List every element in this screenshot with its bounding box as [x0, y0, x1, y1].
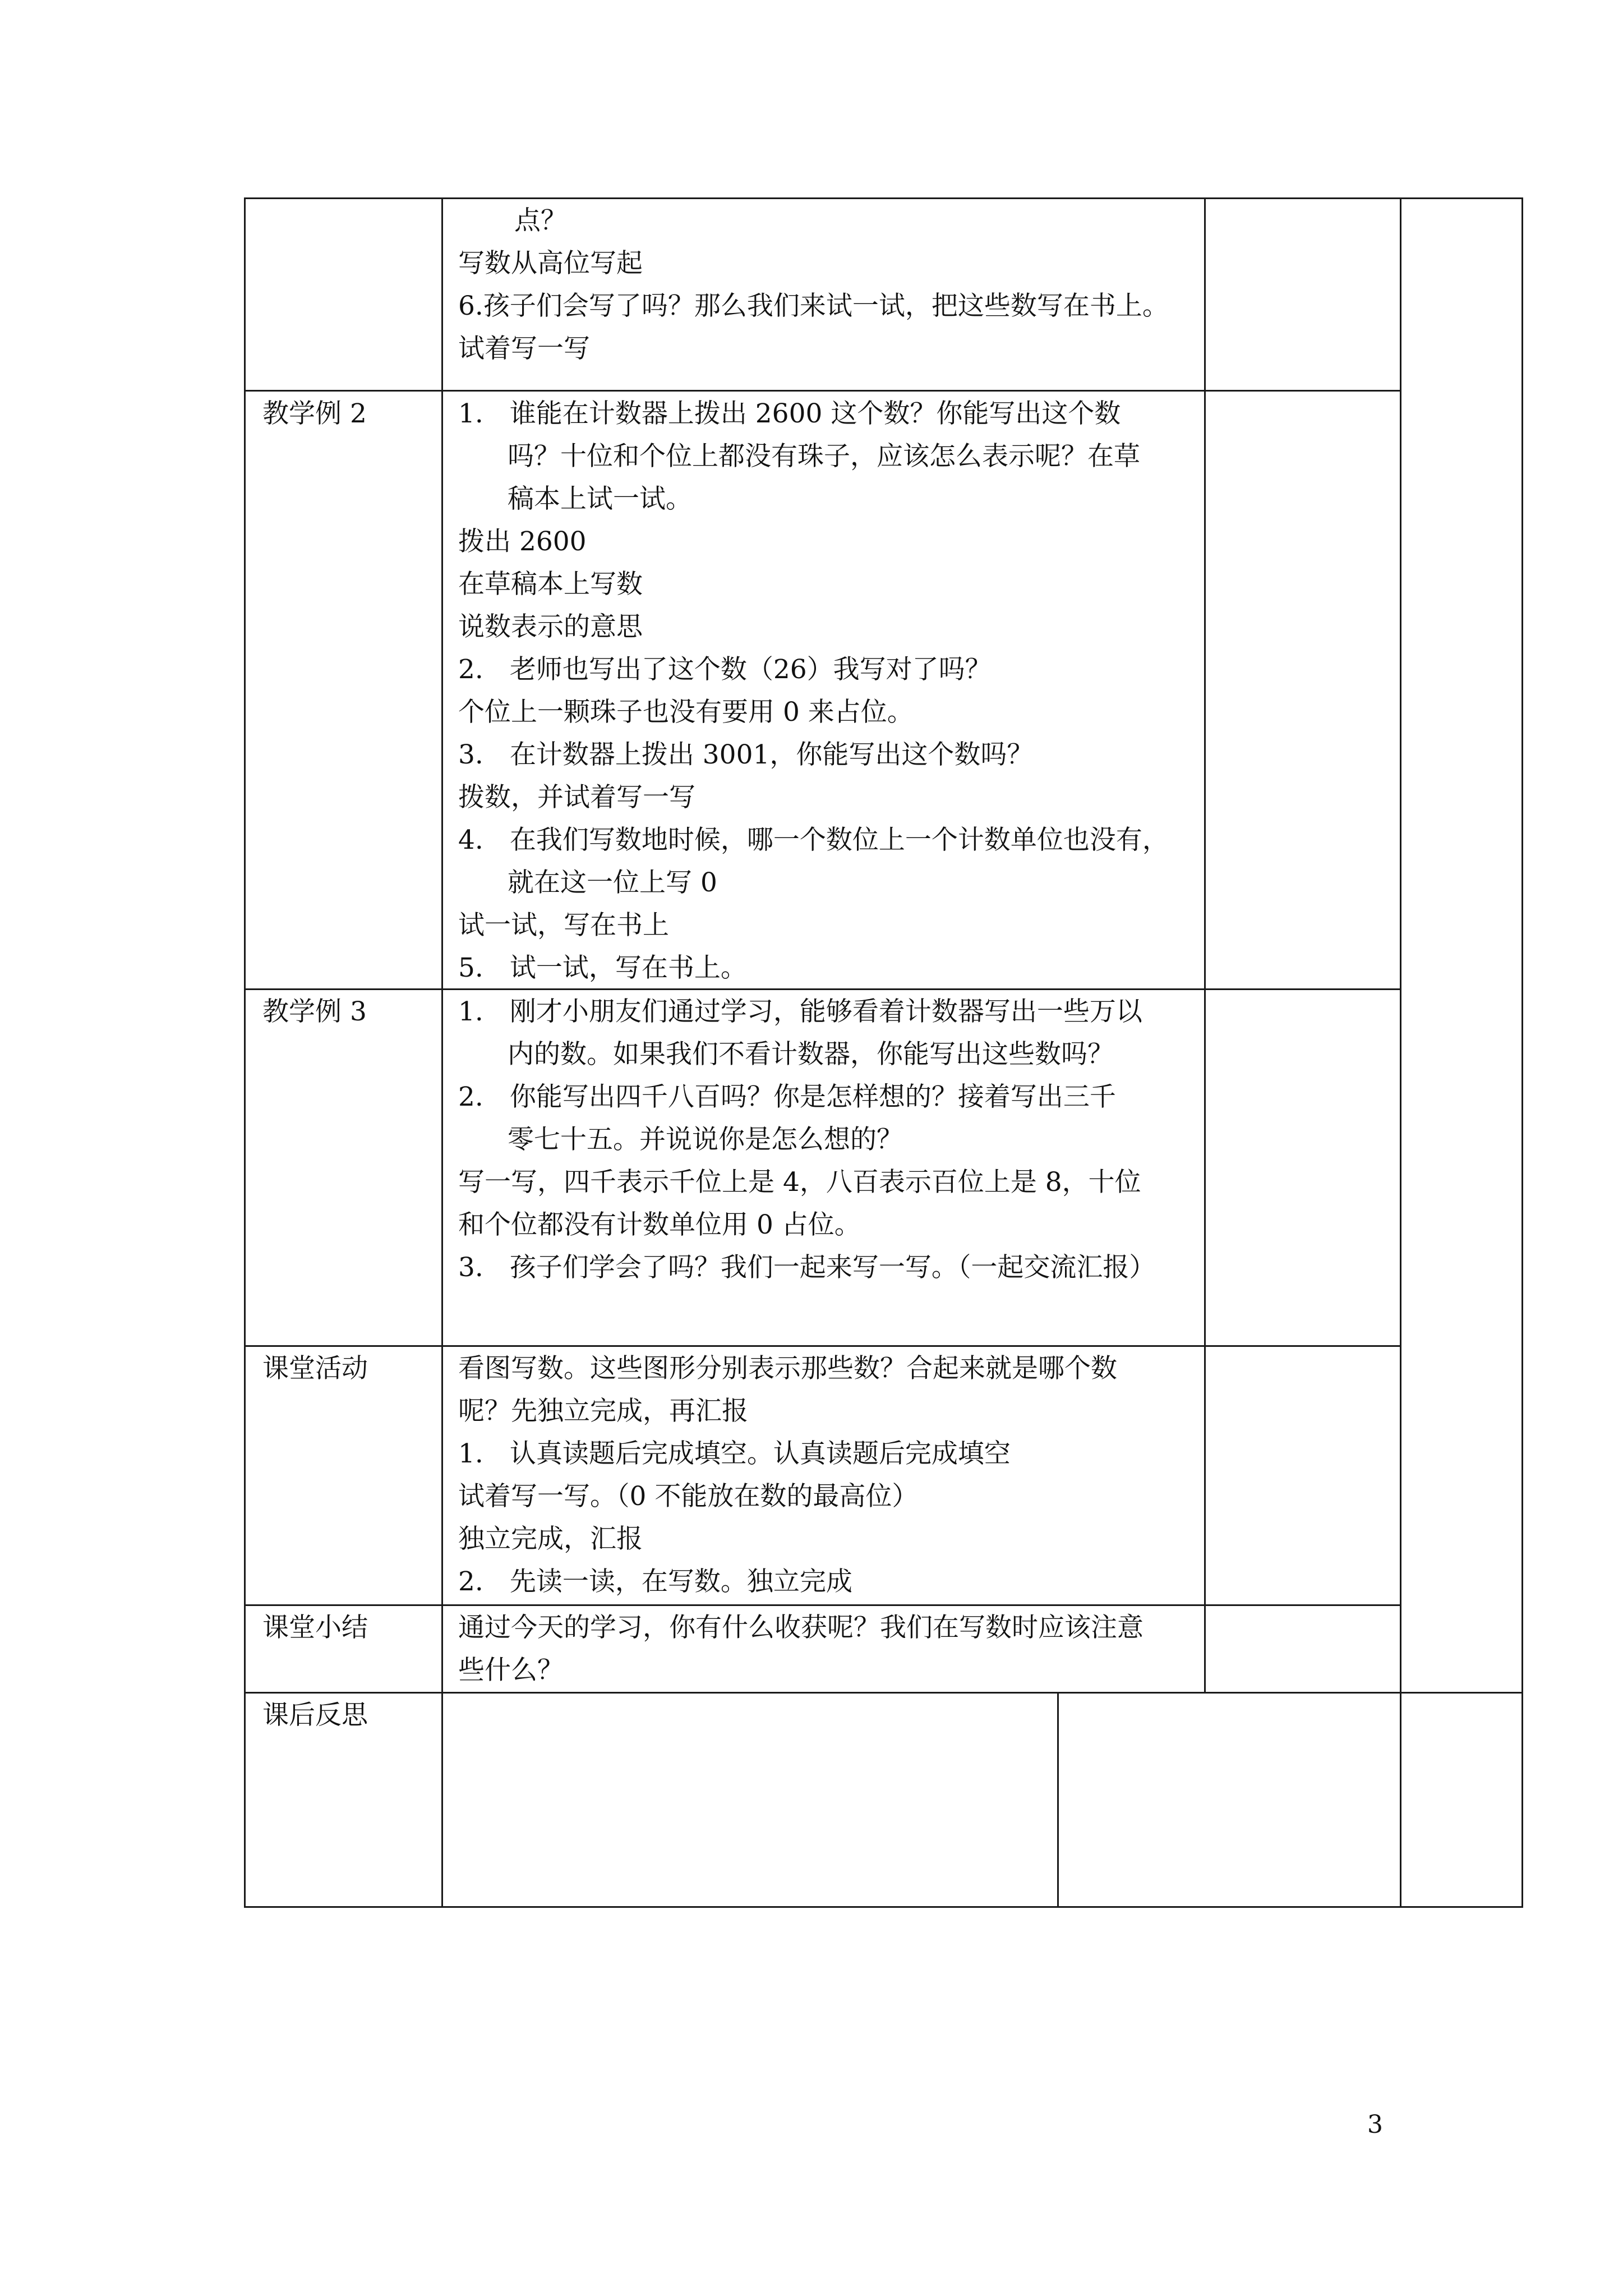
content-line: 2. 老师也写出了这个数（26）我写对了吗？ — [458, 654, 992, 685]
content-line: 5. 试一试，写在书上。 — [458, 953, 747, 983]
row-content-class-activity — [458, 1347, 1117, 1603]
content-line: 2. 先读一读，在写数。独立完成 — [458, 1566, 852, 1597]
content-line: 写数从高位写起 — [458, 248, 643, 279]
row-divider — [244, 1345, 1400, 1347]
page-number: 3 — [1367, 2110, 1383, 2139]
content-line: 独立完成，汇报 — [458, 1524, 643, 1554]
row-label-example-3: 教学例 3 — [262, 996, 367, 1027]
content-line: 试着写一写 — [458, 333, 590, 364]
content-line: 1. 刚才小朋友们通过学习，能够看着计数器写出一些万以 — [458, 996, 1142, 1027]
content-line: 拨数，并试着写一写 — [458, 782, 695, 813]
column-divider — [1057, 1692, 1059, 1908]
content-line: 1. 认真读题后完成填空。认真读题后完成填空 — [458, 1438, 1011, 1469]
content-line: 6.孩子们会写了吗？那么我们来试一试，把这些数写在书上。 — [458, 291, 1169, 321]
row-divider — [244, 390, 1400, 392]
row-content-continued — [458, 200, 1169, 370]
content-line: 零七十五。并说说你是怎么想的？ — [508, 1124, 903, 1155]
content-line: 点？ — [514, 205, 567, 236]
table-border-left — [244, 197, 246, 1908]
content-line: 吗？十位和个位上都没有珠子，应该怎么表示呢？在草 — [508, 441, 1140, 472]
row-label-reflection: 课后反思 — [262, 1700, 368, 1731]
content-line: 2. 你能写出四千八百吗？你是怎样想的？接着写出三千 — [458, 1082, 1116, 1112]
content-line: 3. 孩子们学会了吗？我们一起来写一写。（一起交流汇报） — [458, 1252, 1156, 1283]
content-line: 试着写一写。（0 不能放在数的最高位） — [458, 1481, 919, 1512]
content-line: 就在这一位上写 0 — [508, 867, 717, 898]
content-line: 1. 谁能在计数器上拨出 2600 这个数？你能写出这个数 — [458, 398, 1121, 429]
content-line: 些什么？ — [458, 1655, 564, 1686]
column-divider — [1204, 197, 1206, 1694]
content-line: 看图写数。这些图形分别表示那些数？合起来就是哪个数 — [458, 1353, 1117, 1384]
row-label-example-2: 教学例 2 — [262, 398, 367, 429]
content-line: 拨出 2600 — [458, 526, 587, 557]
row-content-example-3 — [458, 991, 1155, 1289]
row-divider — [244, 1692, 1523, 1694]
table-border-bottom — [244, 1906, 1523, 1908]
content-line: 写一写，四千表示千位上是 4，八百表示百位上是 8，十位 — [458, 1167, 1141, 1198]
row-label-class-summary: 课堂小结 — [262, 1612, 368, 1643]
content-line: 和个位都没有计数单位用 0 占位。 — [458, 1209, 861, 1240]
row-divider — [244, 1604, 1400, 1606]
table-border-top — [244, 197, 1523, 199]
content-line: 说数表示的意思 — [458, 611, 643, 642]
content-line: 个位上一颗珠子也没有要用 0 来占位。 — [458, 697, 914, 728]
row-label-class-activity: 课堂活动 — [262, 1353, 368, 1384]
table-border-right — [1521, 197, 1523, 1908]
content-line: 试一试，写在书上 — [458, 910, 669, 941]
content-line: 4. 在我们写数地时候，哪一个数位上一个计数单位也没有， — [458, 825, 1169, 855]
row-content-example-2 — [458, 393, 1169, 990]
row-content-class-summary — [458, 1607, 1144, 1692]
column-divider — [1400, 197, 1401, 1908]
content-line: 稿本上试一试。 — [508, 484, 692, 514]
content-line: 3. 在计数器上拨出 3001，你能写出这个数吗？ — [458, 739, 1034, 770]
column-divider — [441, 197, 443, 1908]
content-line: 通过今天的学习，你有什么收获呢？我们在写数时应该注意 — [458, 1612, 1144, 1643]
content-line: 呢？先独立完成，再汇报 — [458, 1396, 748, 1427]
content-line: 在草稿本上写数 — [458, 569, 643, 600]
content-line: 内的数。如果我们不看计数器，你能写出这些数吗？ — [508, 1039, 1114, 1070]
